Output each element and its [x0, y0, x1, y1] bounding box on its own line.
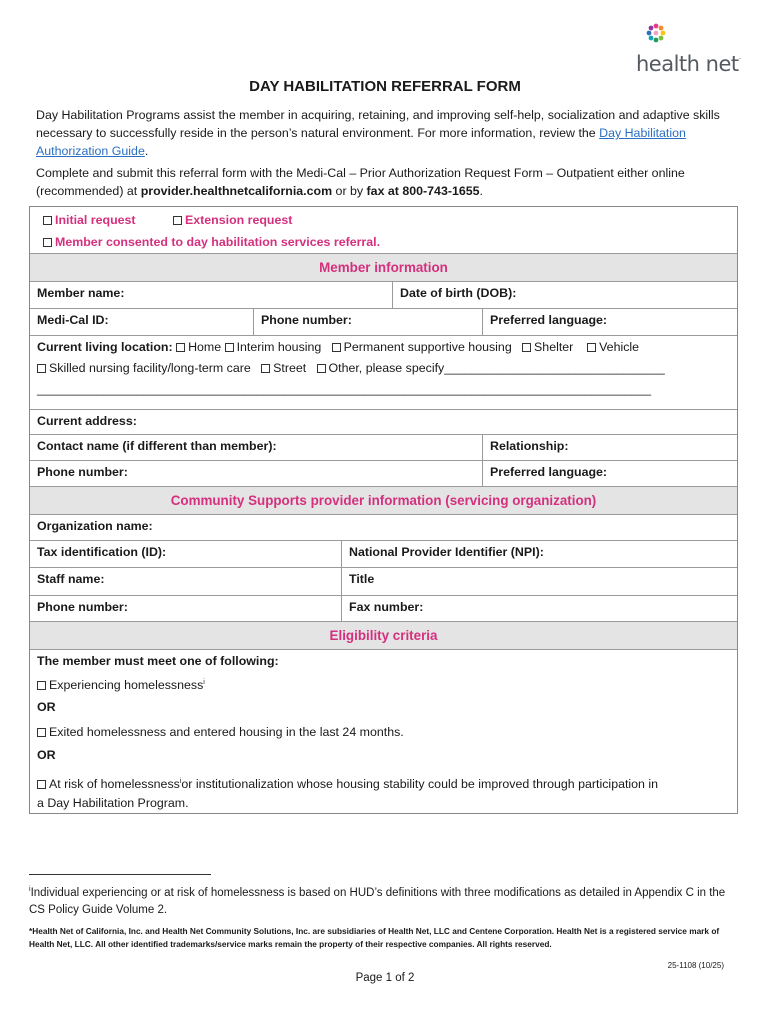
provider-phone-field[interactable]: Phone number: [37, 600, 128, 614]
provider-section-title: Community Supports provider information (servicing organization) [170, 493, 597, 508]
eligibility-lead: The member must meet one of following: [37, 654, 279, 668]
dob-field[interactable]: Date of birth (DOB): [392, 282, 737, 308]
member-language-field[interactable]: Preferred language: [482, 309, 737, 335]
fax-number: fax at 800-743-1655 [366, 184, 480, 198]
contact-phone-field[interactable]: Phone number: [37, 465, 128, 479]
authorization-guide-link[interactable]: Day Habilitation Authorization Guide [36, 126, 686, 158]
homelessness-label: Experiencing homelessness [49, 678, 204, 692]
member-section-title: Member information [319, 260, 448, 275]
other-checkbox[interactable] [317, 364, 326, 373]
relationship-field[interactable]: Relationship: [482, 435, 737, 460]
permanent-housing-label: Permanent supportive housing [343, 340, 512, 354]
member-name-field[interactable]: Member name: [37, 286, 125, 300]
provider-section-header [30, 487, 737, 515]
intro-after: . [144, 144, 149, 158]
footnote-divider [29, 874, 211, 875]
shelter-checkbox[interactable] [522, 343, 531, 352]
extension-request-label: Extension request [185, 213, 293, 227]
eligibility-section-header [30, 622, 737, 650]
submit-instructions [36, 164, 736, 200]
eligibility-section-title: Eligibility criteria [329, 628, 438, 643]
shelter-label: Shelter [534, 340, 574, 354]
home-checkbox[interactable] [176, 343, 185, 352]
submit-text-1: Complete and submit this referral form with the Medi-Cal – Prior Authorization Request Form – Outpatient either online (recommended) at [36, 166, 685, 198]
contact-language-field[interactable]: Preferred language: [482, 461, 737, 486]
logo-mark: . [738, 52, 741, 61]
tax-id-field[interactable]: Tax identification (ID): [37, 545, 167, 559]
at-risk-label: At risk of homelessness [49, 777, 180, 792]
page-number: Page 1 of 2 [355, 972, 415, 984]
permanent-housing-checkbox[interactable] [332, 343, 341, 352]
interim-checkbox[interactable] [225, 343, 234, 352]
living-location-label: Current living location: [37, 340, 173, 354]
at-risk-label-cont: or institutionalization whose housing stability could be improved through participation in [181, 777, 659, 792]
staff-name-field[interactable]: Staff name: [37, 572, 105, 586]
member-section-header [30, 254, 737, 282]
intro-text: Day Habilitation Programs assist the member in acquiring, retaining, and improving self-help, socialization and adaptive skills necessary to successfully reside in the person’s natural environment. For more information, review the [36, 108, 720, 140]
referral-form [29, 206, 738, 814]
snf-checkbox[interactable] [37, 364, 46, 373]
footnote [29, 881, 741, 919]
homelessness-checkbox[interactable] [37, 681, 46, 690]
logo-mark-icon [634, 22, 744, 52]
submit-text-2: or by [332, 184, 367, 198]
living-location-row [30, 336, 737, 410]
npi-field[interactable]: National Provider Identifier (NPI): [341, 541, 737, 567]
exited-homelessness-checkbox[interactable] [37, 728, 46, 737]
initial-request-checkbox[interactable] [43, 216, 52, 225]
form-title: DAY HABILITATION REFERRAL FORM [249, 78, 521, 95]
health-net-logo [634, 22, 744, 78]
intro-paragraph [36, 106, 736, 160]
other-specify-field[interactable]: Other, please specify________________________________ [328, 361, 665, 375]
street-label: Street [273, 361, 307, 375]
footnote-mark: i [29, 886, 31, 893]
eligibility-body [30, 650, 737, 814]
initial-request-label: Initial request [55, 213, 136, 227]
footnote-ref: i [203, 678, 205, 686]
contact-name-field[interactable]: Contact name (if different than member): [37, 439, 277, 453]
member-phone-field[interactable]: Phone number: [253, 309, 482, 335]
footnote-text: Individual experiencing or at risk of homelessness is based on HUD’s definitions with three modifications as detailed in Appendix C in the CS Policy Guide Volume 2. [29, 886, 726, 916]
provider-website: provider.healthnetcalifornia.com [140, 184, 333, 198]
staff-title-field[interactable]: Title [341, 568, 737, 595]
or-separator-2: OR [37, 748, 56, 762]
consent-label: Member consented to day habilitation services referral. [55, 235, 381, 249]
request-type-row [30, 207, 737, 254]
street-checkbox[interactable] [261, 364, 270, 373]
logo-text: health net [636, 52, 739, 76]
vehicle-checkbox[interactable] [587, 343, 596, 352]
legal-notice: *Health Net of California, Inc. and Health Net Community Solutions, Inc. are subsidiaries of Health Net, LLC and Centene Corporation. Health Net is a registered service mark of Health Net, LLC. All other identified trademarks/service marks remain the property of their respective companies. All rights reserved. [29, 926, 720, 949]
organization-name-field[interactable]: Organization name: [37, 519, 153, 533]
medi-cal-id-field[interactable]: Medi-Cal ID: [37, 313, 109, 327]
or-separator-1: OR [37, 700, 56, 714]
extension-request-checkbox[interactable] [173, 216, 182, 225]
other-specify-line[interactable]: ____________________________________________________________________________________________ [37, 382, 651, 396]
snf-label: Skilled nursing facility/long-term care [49, 361, 251, 375]
form-number: 25-1108 (10/25) [667, 961, 724, 970]
home-label: Home [188, 340, 222, 354]
interim-label: Interim housing [236, 340, 322, 354]
consent-checkbox[interactable] [43, 238, 52, 247]
vehicle-label: Vehicle [599, 340, 640, 354]
exited-homelessness-label: Exited homelessness and entered housing in the last 24 months. [49, 725, 404, 739]
current-address-field[interactable]: Current address: [37, 414, 137, 428]
footnote-ref-2: i [179, 778, 182, 785]
at-risk-label-end: a Day Habilitation Program. [37, 796, 189, 811]
at-risk-checkbox[interactable] [37, 780, 46, 789]
submit-end: . [479, 184, 483, 198]
provider-fax-field[interactable]: Fax number: [341, 596, 737, 621]
